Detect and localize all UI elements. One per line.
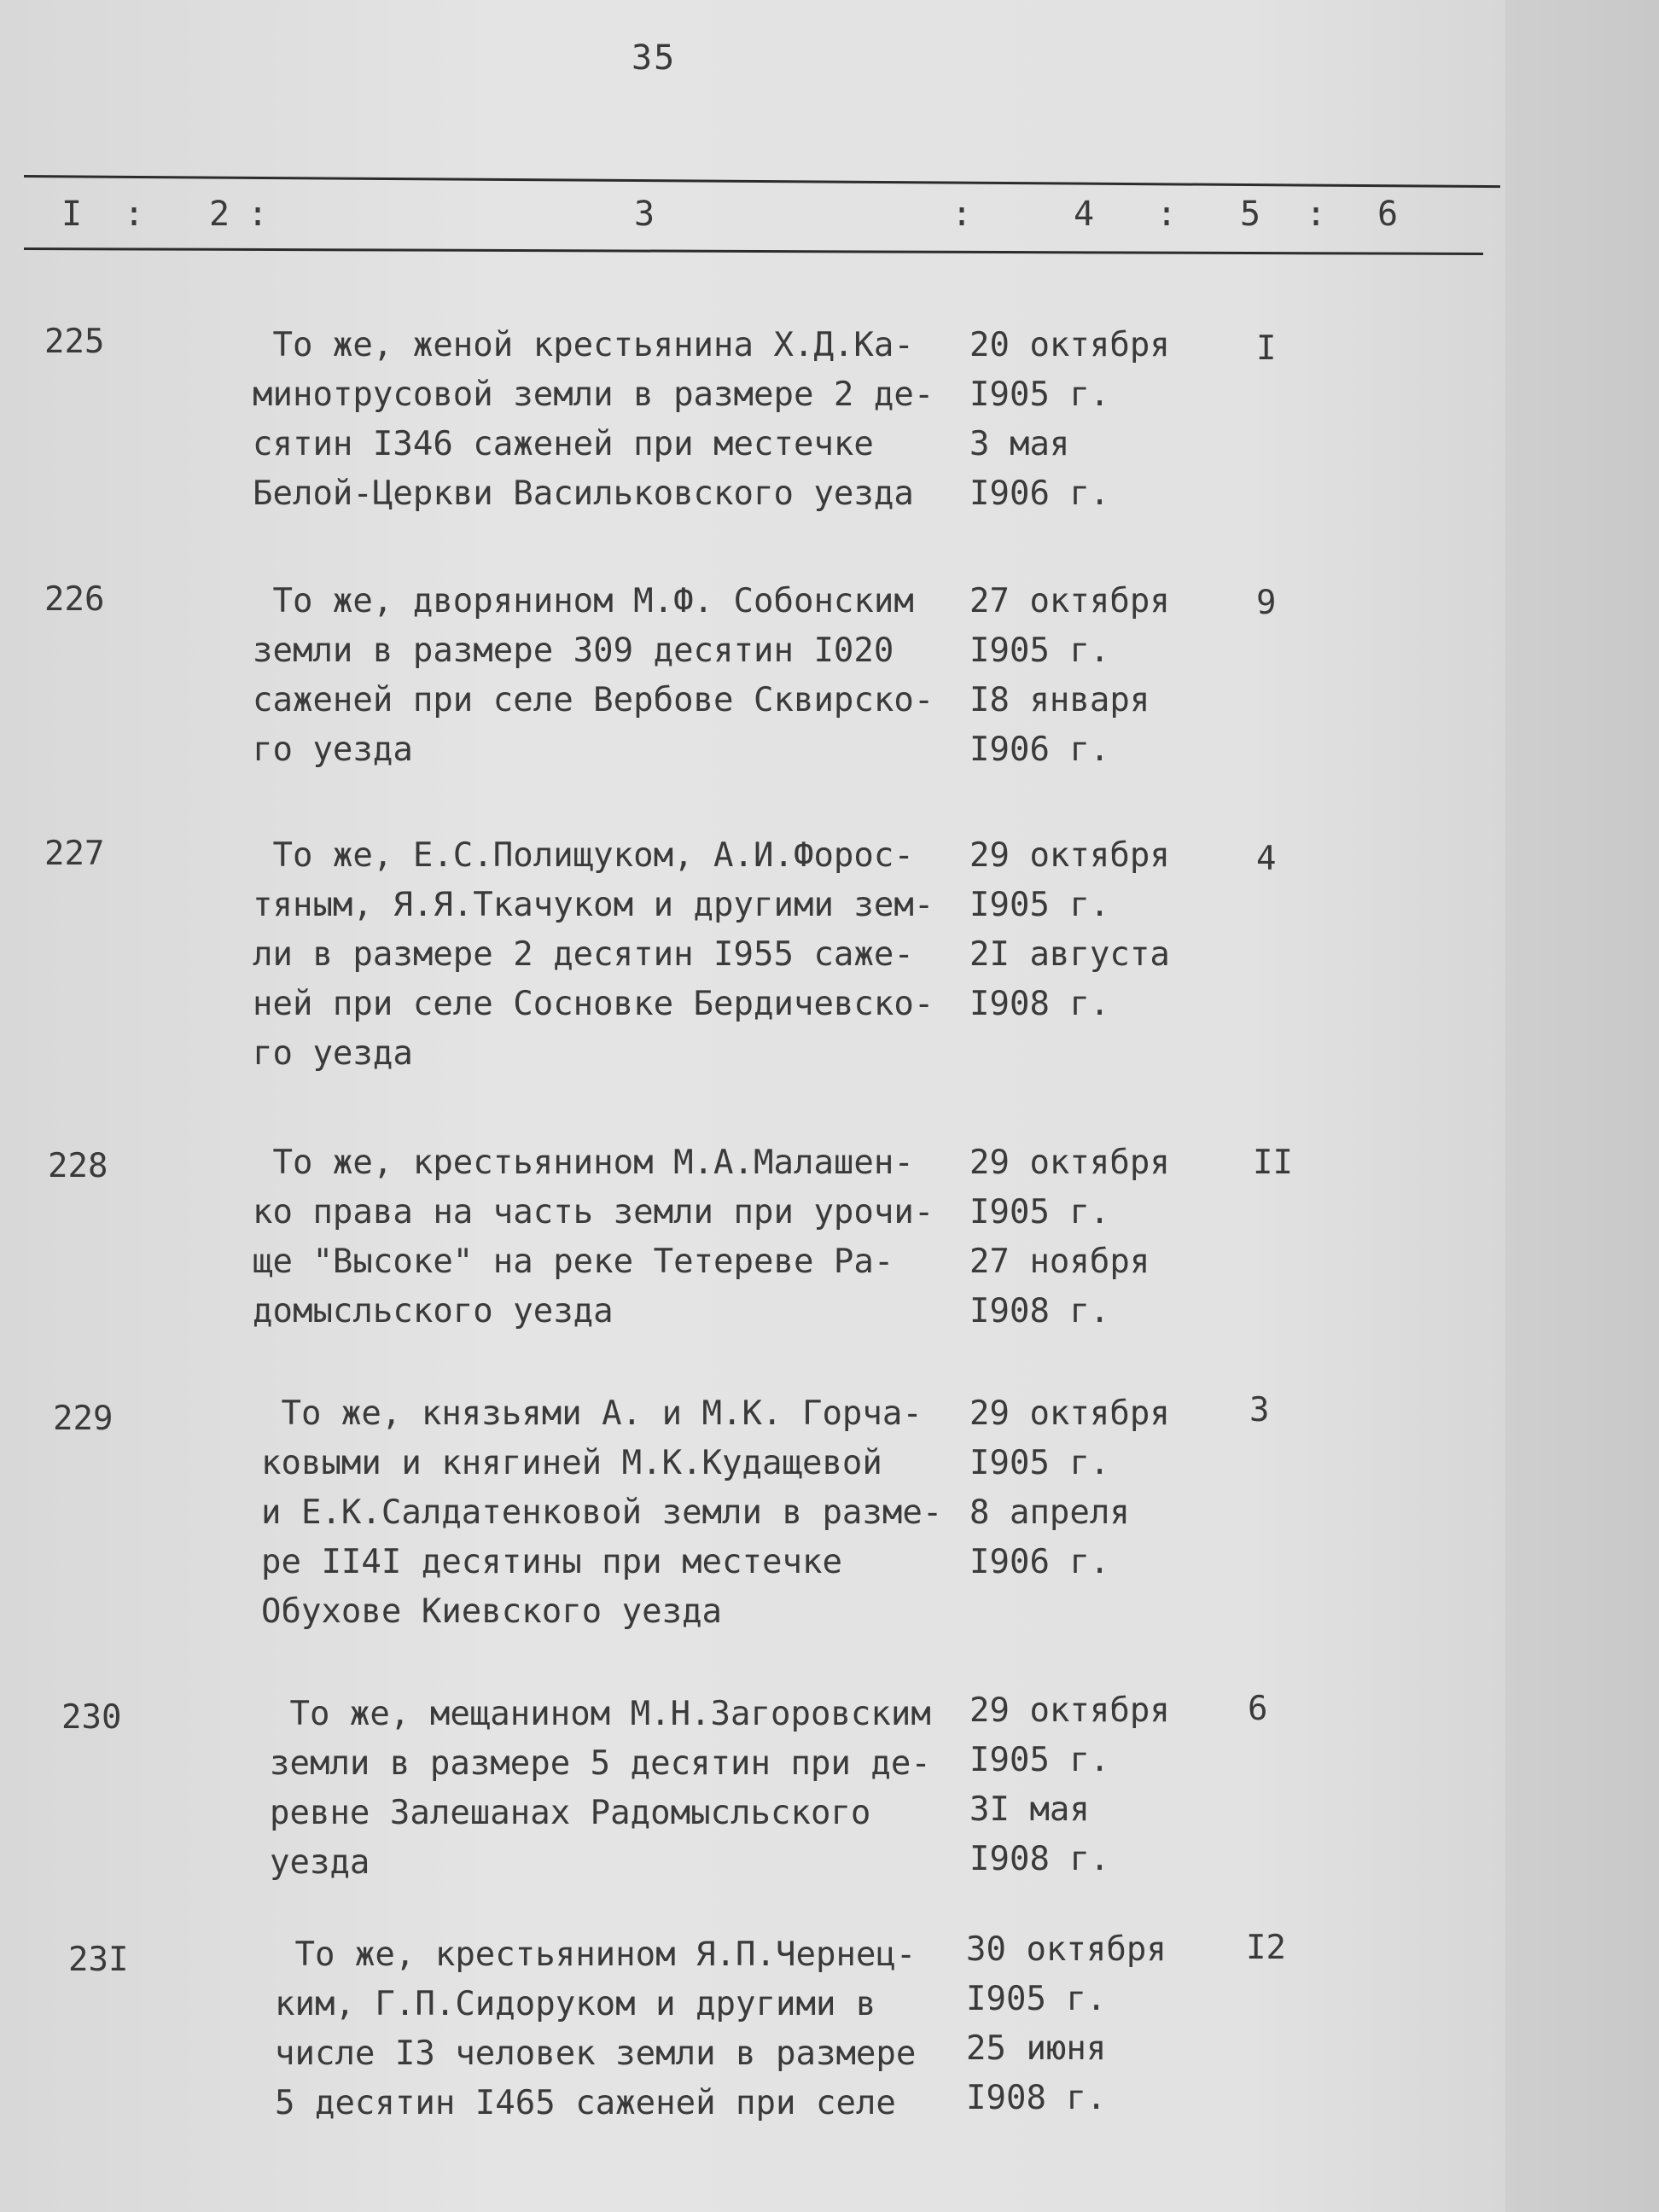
entry-number: 230 <box>61 1698 122 1737</box>
column-separator: : <box>247 195 269 234</box>
end-date: 2I августа <box>969 935 1170 974</box>
description-line: То же, крестьянином Я.П.Чернец- <box>275 1936 917 1974</box>
description-line: уезда <box>270 1843 370 1882</box>
entry-description <box>253 1138 934 1336</box>
description-line: ким, Г.П.Сидоруком и другими в <box>275 1985 876 2023</box>
entry-description <box>270 1690 931 1888</box>
column-separator: : <box>952 195 973 234</box>
entry-description <box>253 321 934 519</box>
end-year: I908 г. <box>969 1840 1110 1878</box>
column-header-4: 4 <box>1074 195 1095 234</box>
start-date: 29 октября <box>969 1144 1170 1182</box>
page-number: 35 <box>632 38 677 78</box>
entry-number: 227 <box>44 835 105 873</box>
description-line: ре II4I десятины при местечке <box>261 1543 842 1581</box>
end-date: 27 ноября <box>969 1243 1150 1281</box>
column-5-value: II <box>1253 1144 1293 1182</box>
description-line: Обухове Киевского уезда <box>261 1592 723 1631</box>
end-date: 8 апреля <box>969 1493 1130 1532</box>
description-line: ковыми и княгиней М.К.Кудащевой <box>261 1444 882 1482</box>
entry-dates <box>966 1925 1167 2123</box>
start-year: I905 г. <box>969 1741 1110 1779</box>
entry-description <box>275 1930 916 2128</box>
entry-dates <box>969 1138 1170 1336</box>
entry-dates <box>969 321 1170 519</box>
end-date: 25 июня <box>966 2029 1107 2068</box>
column-header-5: 5 <box>1240 195 1261 234</box>
start-date: 30 октября <box>966 1930 1167 1969</box>
column-header-6: 6 <box>1377 195 1399 234</box>
entry-number: 229 <box>53 1400 114 1438</box>
end-year: I906 г. <box>969 1543 1110 1581</box>
start-date: 27 октября <box>969 582 1170 620</box>
end-year: I908 г. <box>969 985 1110 1023</box>
description-line: земли в размере 5 десятин при де- <box>270 1744 931 1783</box>
end-year: I908 г. <box>966 2079 1107 2117</box>
description-line: числе I3 человек земли в размере <box>275 2034 917 2073</box>
end-year: I906 г. <box>969 474 1110 513</box>
entry-number: 228 <box>48 1147 108 1185</box>
entry-number: 225 <box>44 323 105 361</box>
description-line: го уезда <box>253 1034 413 1073</box>
description-line: То же, женой крестьянина Х.Д.Ка- <box>253 326 914 364</box>
description-line: Белой-Церкви Васильковского уезда <box>253 474 914 513</box>
start-year: I905 г. <box>969 1193 1110 1231</box>
description-line: То же, дворянином М.Ф. Собонским <box>253 582 914 620</box>
description-line: тяным, Я.Я.Ткачуком и другими зем- <box>253 886 934 924</box>
description-line: 5 десятин I465 саженей при селе <box>275 2084 896 2122</box>
column-5-value: I2 <box>1246 1929 1286 1967</box>
start-date: 29 октября <box>969 836 1170 875</box>
description-line: То же, князьями А. и М.К. Горча- <box>261 1394 923 1433</box>
column-5-value: 3 <box>1249 1391 1270 1429</box>
description-line: сятин I346 саженей при местечке <box>253 425 874 463</box>
entry-dates <box>969 1686 1170 1884</box>
column-5-value: 4 <box>1256 840 1277 878</box>
description-line: ще "Высоке" на реке Тетереве Ра- <box>253 1243 894 1281</box>
column-5-value: 9 <box>1256 584 1277 622</box>
description-line: То же, Е.С.Полищуком, А.И.Форос- <box>253 836 914 875</box>
start-year: I905 г. <box>969 632 1110 670</box>
column-5-value: I <box>1256 329 1277 368</box>
description-line: ревне Залешанах Радомысльского <box>270 1794 871 1832</box>
start-year: I905 г. <box>969 375 1110 414</box>
entry-number: 226 <box>44 580 105 619</box>
description-line: минотрусовой земли в размере 2 де- <box>253 375 934 414</box>
entry-description <box>261 1389 942 1637</box>
entry-dates <box>969 577 1170 775</box>
description-line: го уезда <box>253 731 413 769</box>
page-edge-shadow <box>1505 0 1659 2212</box>
column-separator: : <box>1156 195 1178 234</box>
start-date: 29 октября <box>969 1394 1170 1433</box>
entry-dates <box>969 831 1170 1029</box>
end-year: I908 г. <box>969 1292 1110 1330</box>
entry-dates <box>969 1389 1170 1587</box>
start-date: 20 октября <box>969 326 1170 364</box>
description-line: саженей при селе Вербове Сквирско- <box>253 681 934 719</box>
description-line: То же, крестьянином М.А.Малашен- <box>253 1144 914 1182</box>
table-top-rule <box>24 175 1500 188</box>
column-header-2: 2 <box>209 195 230 234</box>
start-year: I905 г. <box>969 1444 1110 1482</box>
column-separator: : <box>1306 195 1327 234</box>
description-line: ко права на часть земли при урочи- <box>253 1193 934 1231</box>
end-year: I906 г. <box>969 731 1110 769</box>
table-header-rule <box>24 247 1483 255</box>
description-line: ли в размере 2 десятин I955 саже- <box>253 935 914 974</box>
column-5-value: 6 <box>1248 1690 1268 1728</box>
start-year: I905 г. <box>966 1980 1107 2018</box>
column-separator: : <box>124 195 145 234</box>
description-line: земли в размере 309 десятин I020 <box>253 632 894 670</box>
description-line: домысльского уезда <box>253 1292 614 1330</box>
start-year: I905 г. <box>969 886 1110 924</box>
column-header-1: I <box>61 195 83 234</box>
description-line: ней при селе Сосновке Бердичевско- <box>253 985 934 1023</box>
end-date: I8 января <box>969 681 1150 719</box>
description-line: и Е.К.Салдатенковой земли в разме- <box>261 1493 943 1532</box>
start-date: 29 октября <box>969 1691 1170 1730</box>
entry-description <box>253 831 934 1079</box>
end-date: 3I мая <box>969 1790 1090 1829</box>
entry-number: 23I <box>68 1941 129 1979</box>
end-date: 3 мая <box>969 425 1070 463</box>
description-line: То же, мещанином М.Н.Загоровским <box>270 1695 931 1733</box>
column-header-3: 3 <box>634 195 655 234</box>
entry-description <box>253 577 934 775</box>
